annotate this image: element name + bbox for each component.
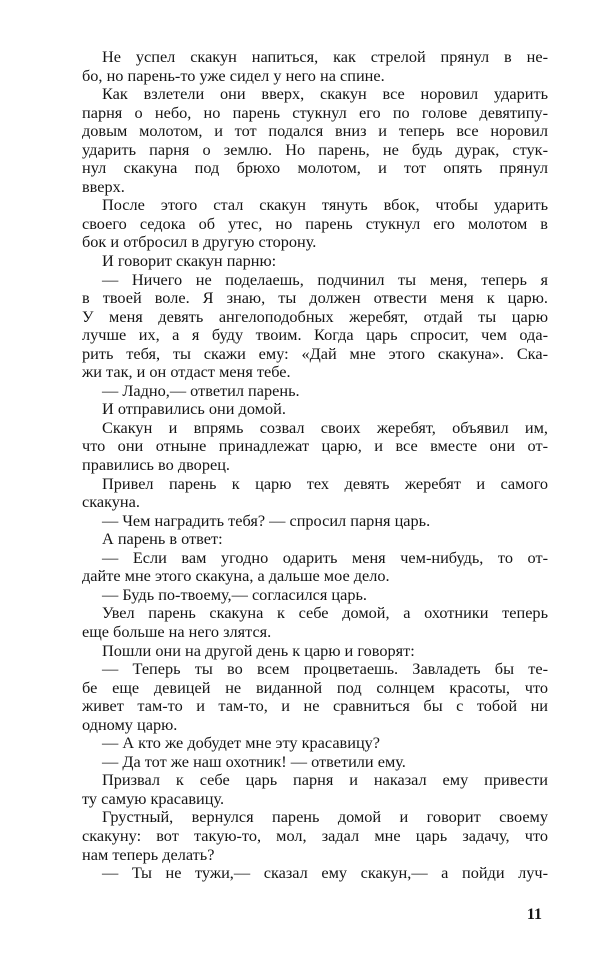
text-line: бок и отбросил в другую сторону. [82, 232, 317, 252]
text-line: У меня девять ангелоподобных жеребят, отдай ты царю [82, 306, 548, 326]
text-line: Грустный, вернулся парень домой и говорит своему [102, 807, 548, 827]
text-line: — Теперь ты во всем процветаешь. Завладеть бы те- [102, 659, 548, 679]
text-line: парня о небо, но парень стукнул его по голове девятипу- [82, 102, 548, 122]
text-line: Скакун и впрямь созвал своих жеребят, объявил им, [102, 417, 548, 437]
text-line: дайте мне этого скакуна, а дальше мое дело. [82, 566, 390, 586]
text-line: живет там-то и там-то, и не сравниться бы с тобой ни [82, 696, 548, 716]
text-line: Привел парень к царю тех девять жеребят и самого [102, 473, 548, 493]
text-line: ударить парня о землю. Но парень, не будь дурак, стук- [82, 139, 548, 159]
text-line: довым молотом, и тот подался вниз и теперь все норовил [82, 121, 548, 141]
text-line: нул скакуна под брюхо молотом, и тот опять прянул [82, 158, 548, 178]
text-line: После этого стал скакун тянуть вбок, чтобы ударить [102, 195, 548, 215]
text-line: жи так, и он отдаст меня тебе. [82, 362, 291, 382]
text-line: И говорит скакун парню: [102, 251, 277, 271]
text-line: И отправились они домой. [102, 399, 286, 419]
text-line: что они отныне принадлежат царю, и все вместе они от- [82, 436, 548, 456]
text-line: рить тебя, ты скажи ему: «Дай мне этого скакуна». Ска- [82, 343, 548, 363]
book-page-text [82, 48, 548, 883]
text-line: — Да тот же наш охотник! — ответили ему. [102, 751, 406, 771]
text-line: — Ты не тужи,— сказал ему скакун,— а пойди луч- [102, 863, 548, 883]
text-line: Не успел скакун напиться, как стрелой прянул в не- [102, 47, 548, 66]
text-line: своего седока об утес, но парень стукнул его молотом в [82, 213, 548, 233]
text-line: — Чем наградить тебя? — спросил парня царь. [102, 510, 431, 530]
text-line: А парень в ответ: [102, 529, 223, 549]
text-line: — Если вам угодно одарить меня чем-нибудь, то от- [102, 547, 548, 567]
text-line: бе еще девицей не виданной под солнцем красоты, что [82, 677, 548, 697]
text-line: правились во дворец. [82, 455, 230, 475]
text-line: в твоей воле. Я знаю, ты должен отвести меня к царю. [82, 288, 548, 308]
text-line: скакуна. [82, 492, 140, 512]
text-line: — Ладно,— ответил парень. [102, 380, 300, 400]
text-line: бо, но парень-то уже сидел у него на спине. [82, 65, 385, 85]
text-line: вверх. [82, 176, 125, 196]
page-number: 11 [526, 906, 542, 923]
text-line: нам теперь делать? [82, 844, 215, 864]
text-line: скакуну: вот такую-то, мол, задал мне царь задачу, что [82, 825, 548, 845]
text-line: — Будь по-твоему,— согласился царь. [102, 584, 367, 604]
text-line: Увел парень скакуна к себе домой, а охотники теперь [102, 603, 548, 623]
text-line: — Ничего не поделаешь, подчинил ты меня, теперь я [102, 269, 548, 289]
text-line: лучше их, а я буду твоим. Когда царь спросит, чем ода- [82, 325, 548, 345]
text-line: ту самую красавицу. [82, 788, 225, 808]
text-line: Призвал к себе царь парня и наказал ему привести [102, 770, 548, 790]
text-line: одному царю. [82, 714, 178, 734]
text-line: Пошли они на другой день к царю и говорят: [102, 640, 415, 660]
text-line: еще больше на него злятся. [82, 621, 272, 641]
text-line: Как взлетели они вверх, скакун все норовил ударить [102, 84, 548, 104]
text-line: — А кто же добудет мне эту красавицу? [102, 733, 381, 753]
